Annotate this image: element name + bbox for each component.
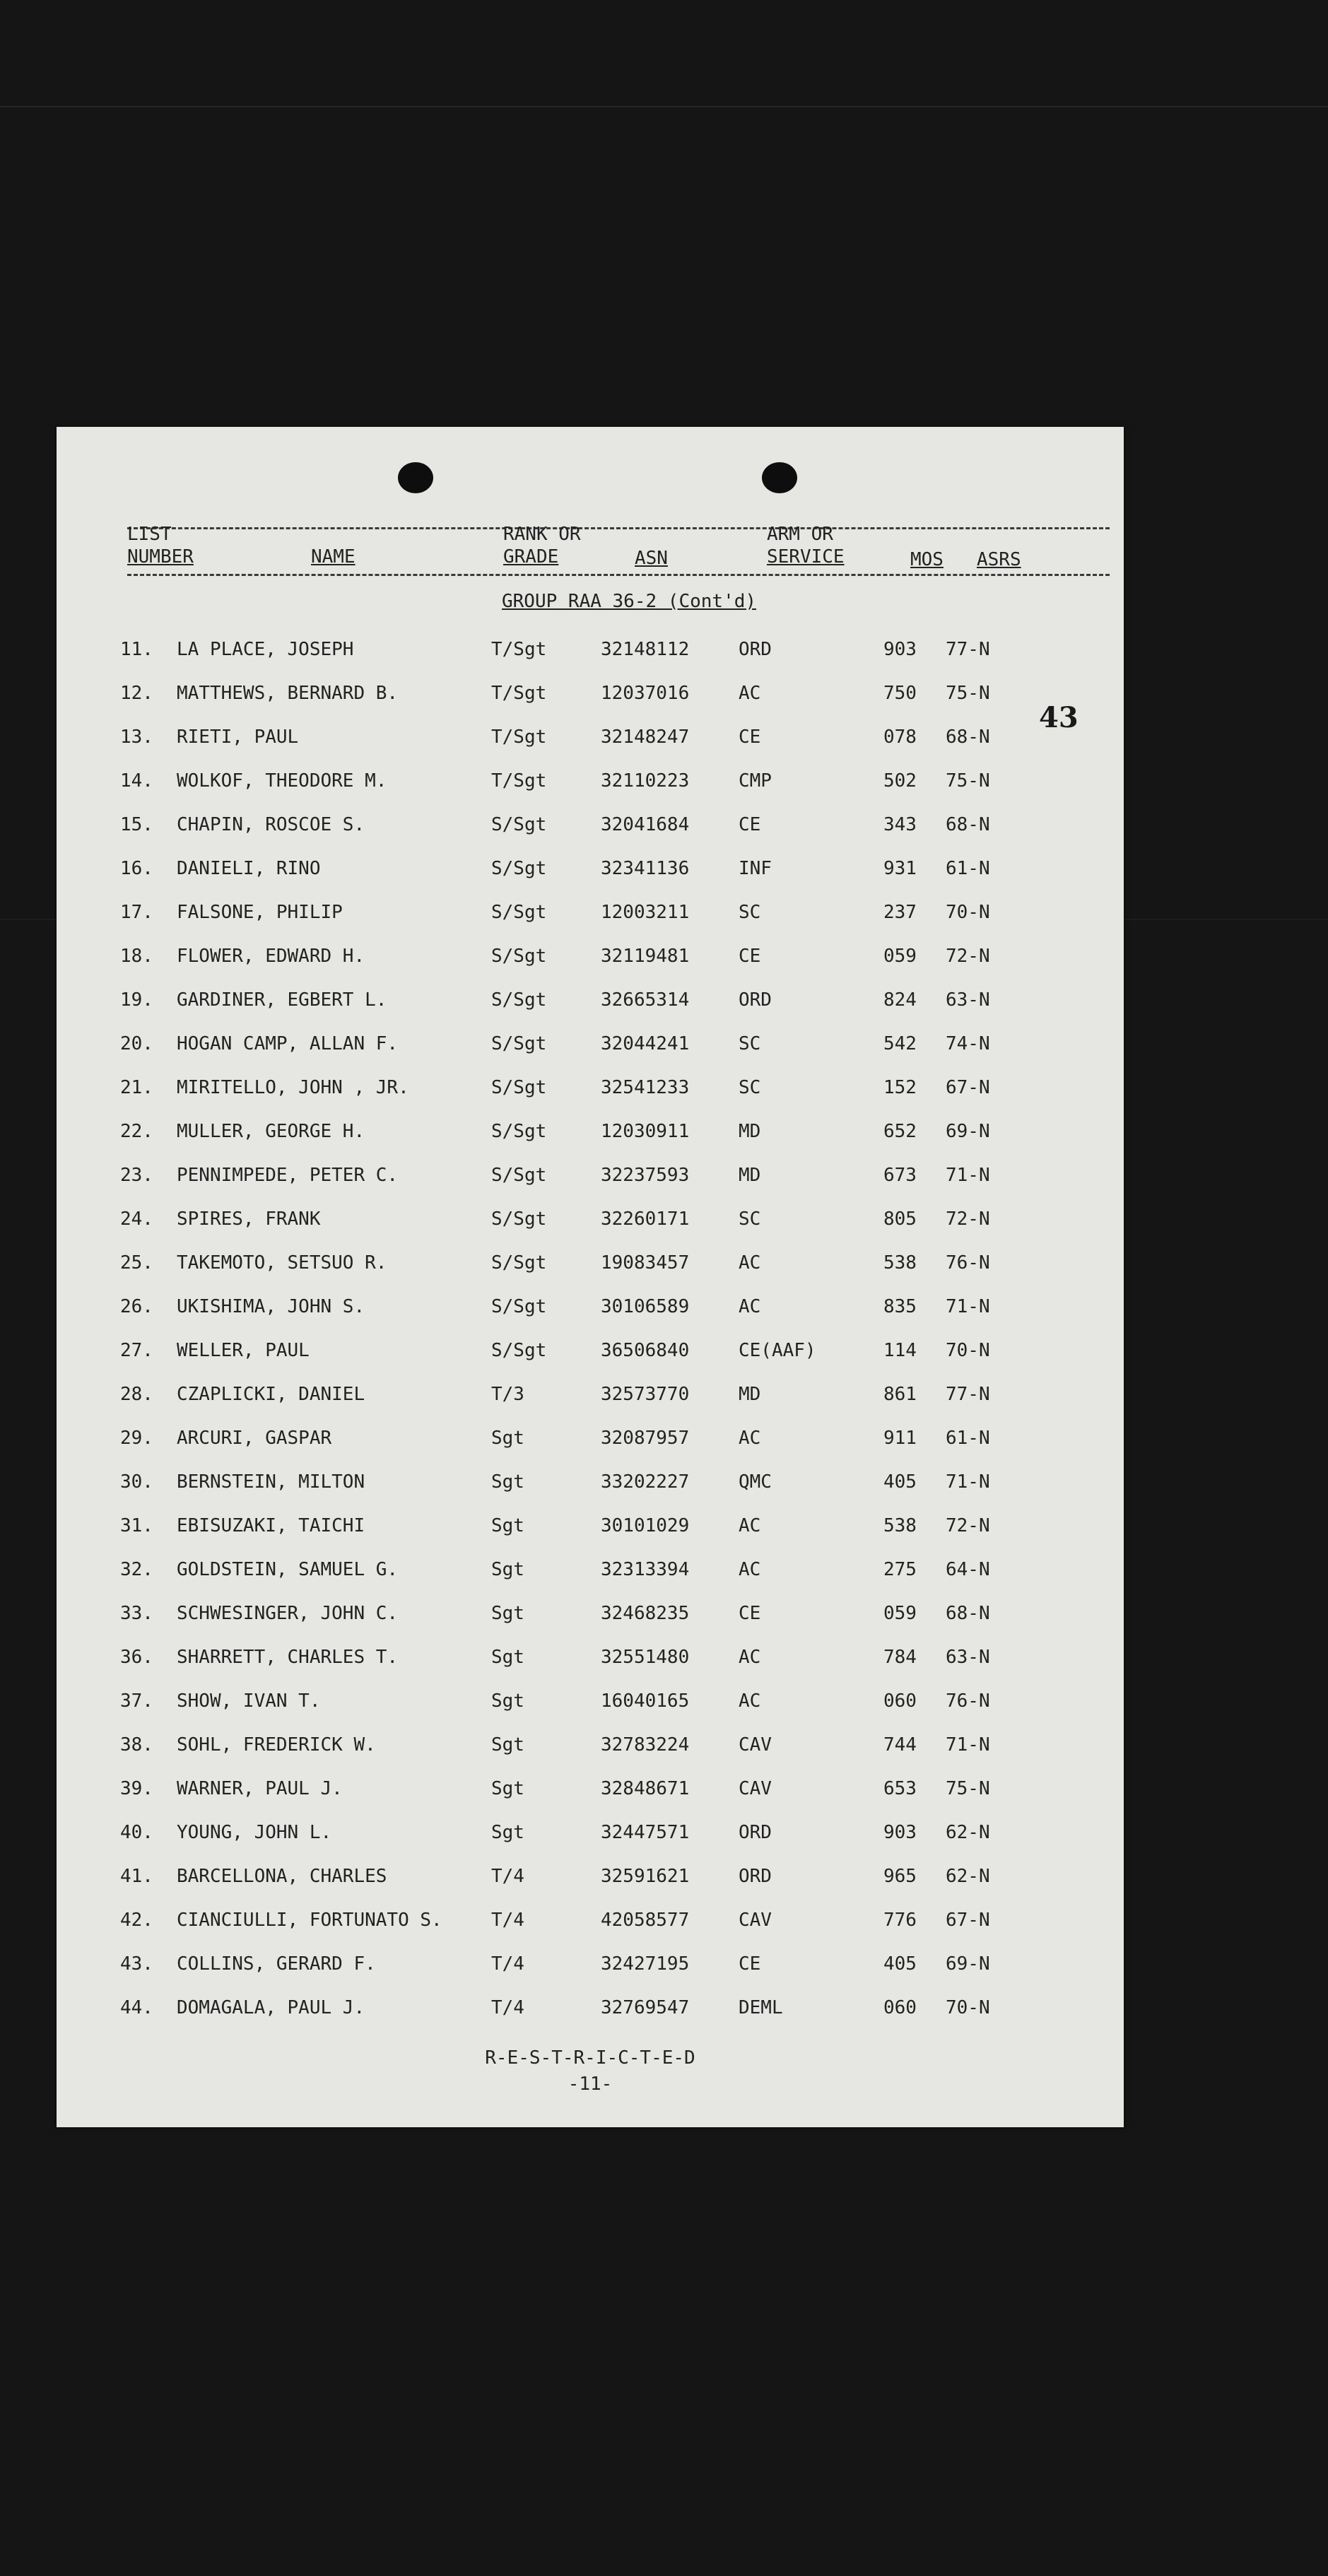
table-row [57, 898, 1124, 927]
header-service-label: SERVICE [767, 546, 845, 567]
row-name: DOMAGALA, PAUL J. [177, 1997, 365, 2018]
row-list-number: 36. [120, 1647, 153, 1668]
row-grade: S/Sgt [491, 1208, 547, 1230]
row-asrs: 72-N [946, 946, 990, 967]
table-row [57, 1731, 1124, 1759]
row-grade: S/Sgt [491, 1121, 547, 1142]
row-asrs: 61-N [946, 858, 990, 879]
table-row [57, 1512, 1124, 1540]
row-asn: 32087957 [601, 1428, 690, 1449]
row-asrs: 77-N [946, 1384, 990, 1405]
row-asrs: 69-N [946, 1121, 990, 1142]
row-list-number: 41. [120, 1866, 153, 1887]
row-asrs: 63-N [946, 989, 990, 1011]
table-row [57, 854, 1124, 883]
row-asrs: 69-N [946, 1953, 990, 1975]
row-name: SCHWESINGER, JOHN C. [177, 1603, 399, 1624]
row-asn: 32848671 [601, 1778, 690, 1799]
row-name: COLLINS, GERARD F. [177, 1953, 376, 1975]
row-arm-service: CE [739, 1603, 761, 1624]
table-row [57, 1950, 1124, 1978]
row-asrs: 70-N [946, 902, 990, 923]
row-asrs: 67-N [946, 1910, 990, 1931]
row-name: EBISUZAKI, TAICHI [177, 1515, 365, 1536]
row-asn: 32551480 [601, 1647, 690, 1668]
row-arm-service: MD [739, 1165, 761, 1186]
row-asrs: 70-N [946, 1340, 990, 1361]
row-asrs: 68-N [946, 1603, 990, 1624]
row-asn: 32148112 [601, 639, 690, 660]
row-arm-service: AC [739, 1690, 761, 1712]
row-list-number: 13. [120, 727, 153, 748]
row-asrs: 71-N [946, 1165, 990, 1186]
table-row [57, 1030, 1124, 1058]
row-name: GOLDSTEIN, SAMUEL G. [177, 1559, 399, 1580]
row-asn: 33202227 [601, 1471, 690, 1493]
table-row [57, 767, 1124, 795]
row-list-number: 31. [120, 1515, 153, 1536]
table-row [57, 1336, 1124, 1365]
row-name: BARCELLONA, CHARLES [177, 1866, 387, 1887]
table-row [57, 1775, 1124, 1803]
header-rank-label: RANK OR [503, 524, 581, 545]
row-asrs: 77-N [946, 639, 990, 660]
table-row [57, 1555, 1124, 1584]
row-arm-service: MD [739, 1384, 761, 1405]
row-list-number: 32. [120, 1559, 153, 1580]
row-arm-service: ORD [739, 639, 772, 660]
row-list-number: 25. [120, 1252, 153, 1274]
row-name: RIETI, PAUL [177, 727, 299, 748]
row-list-number: 43. [120, 1953, 153, 1975]
row-asrs: 68-N [946, 727, 990, 748]
row-arm-service: SC [739, 902, 761, 923]
table-row [57, 1818, 1124, 1847]
row-asrs: 75-N [946, 683, 990, 704]
row-asrs: 68-N [946, 814, 990, 835]
row-arm-service: CE [739, 727, 761, 748]
row-asrs: 72-N [946, 1515, 990, 1536]
row-list-number: 18. [120, 946, 153, 967]
row-grade: T/Sgt [491, 639, 547, 660]
row-mos: 903 [883, 639, 917, 660]
row-arm-service: AC [739, 1428, 761, 1449]
row-list-number: 40. [120, 1822, 153, 1843]
row-grade: T/4 [491, 1997, 524, 2018]
table-row [57, 1468, 1124, 1496]
row-list-number: 29. [120, 1428, 153, 1449]
table-row [57, 635, 1124, 664]
table-row [57, 679, 1124, 707]
row-arm-service: AC [739, 683, 761, 704]
row-grade: T/4 [491, 1910, 524, 1931]
punch-hole-left [398, 462, 433, 493]
table-row [57, 1862, 1124, 1890]
row-asn: 32148247 [601, 727, 690, 748]
row-grade: S/Sgt [491, 1033, 547, 1054]
row-list-number: 20. [120, 1033, 153, 1054]
row-name: BERNSTEIN, MILTON [177, 1471, 365, 1493]
row-name: CZAPLICKI, DANIEL [177, 1384, 365, 1405]
header-mos-label: MOS [910, 549, 944, 570]
row-arm-service: ORD [739, 989, 772, 1011]
row-mos: 744 [883, 1734, 917, 1755]
row-asrs: 62-N [946, 1866, 990, 1887]
row-asn: 32665314 [601, 989, 690, 1011]
row-asrs: 72-N [946, 1208, 990, 1230]
row-asn: 32427195 [601, 1953, 690, 1975]
row-name: FLOWER, EDWARD H. [177, 946, 365, 967]
row-name: CIANCIULLI, FORTUNATO S. [177, 1910, 442, 1931]
table-row [57, 1205, 1124, 1233]
row-list-number: 42. [120, 1910, 153, 1931]
row-mos: 275 [883, 1559, 917, 1580]
row-arm-service: DEML [739, 1997, 783, 2018]
row-grade: Sgt [491, 1647, 524, 1668]
row-name: GARDINER, EGBERT L. [177, 989, 387, 1011]
row-arm-service: CE [739, 814, 761, 835]
row-grade: T/Sgt [491, 770, 547, 792]
row-arm-service: CE [739, 1953, 761, 1975]
row-grade: S/Sgt [491, 1077, 547, 1098]
row-asrs: 64-N [946, 1559, 990, 1580]
row-arm-service: AC [739, 1296, 761, 1317]
row-list-number: 28. [120, 1384, 153, 1405]
table-row [57, 1687, 1124, 1715]
row-asn: 32260171 [601, 1208, 690, 1230]
row-mos: 078 [883, 727, 917, 748]
row-grade: S/Sgt [491, 1165, 547, 1186]
row-asn: 12003211 [601, 902, 690, 923]
row-mos: 776 [883, 1910, 917, 1931]
row-arm-service: CAV [739, 1734, 772, 1755]
row-asn: 32237593 [601, 1165, 690, 1186]
row-list-number: 11. [120, 639, 153, 660]
row-arm-service: AC [739, 1252, 761, 1274]
table-row [57, 811, 1124, 839]
row-mos: 652 [883, 1121, 917, 1142]
row-mos: 059 [883, 946, 917, 967]
row-arm-service: CAV [739, 1778, 772, 1799]
row-asn: 30106589 [601, 1296, 690, 1317]
header-name-label: NAME [311, 546, 355, 567]
row-asn: 32573770 [601, 1384, 690, 1405]
row-name: TAKEMOTO, SETSUO R. [177, 1252, 387, 1274]
row-asrs: 67-N [946, 1077, 990, 1098]
row-mos: 152 [883, 1077, 917, 1098]
row-list-number: 14. [120, 770, 153, 792]
row-grade: Sgt [491, 1734, 524, 1755]
row-asrs: 74-N [946, 1033, 990, 1054]
row-name: ARCURI, GASPAR [177, 1428, 332, 1449]
row-list-number: 27. [120, 1340, 153, 1361]
row-asn: 12037016 [601, 683, 690, 704]
row-mos: 861 [883, 1384, 917, 1405]
row-mos: 653 [883, 1778, 917, 1799]
row-list-number: 24. [120, 1208, 153, 1230]
row-name: SHOW, IVAN T. [177, 1690, 321, 1712]
row-asrs: 75-N [946, 1778, 990, 1799]
row-grade: Sgt [491, 1690, 524, 1712]
row-arm-service: AC [739, 1515, 761, 1536]
row-asn: 32341136 [601, 858, 690, 879]
row-name: MIRITELLO, JOHN , JR. [177, 1077, 409, 1098]
row-name: CHAPIN, ROSCOE S. [177, 814, 365, 835]
header-top-rule [127, 527, 1110, 529]
row-mos: 059 [883, 1603, 917, 1624]
table-row [57, 1380, 1124, 1408]
row-grade: Sgt [491, 1515, 524, 1536]
row-arm-service: MD [739, 1121, 761, 1142]
row-list-number: 12. [120, 683, 153, 704]
row-asn: 32119481 [601, 946, 690, 967]
row-mos: 405 [883, 1953, 917, 1975]
row-grade: S/Sgt [491, 902, 547, 923]
table-row [57, 1161, 1124, 1189]
row-asn: 32313394 [601, 1559, 690, 1580]
row-name: SOHL, FREDERICK W. [177, 1734, 376, 1755]
table-row [57, 1424, 1124, 1452]
row-asn: 42058577 [601, 1910, 690, 1931]
row-asn: 32591621 [601, 1866, 690, 1887]
row-asn: 32468235 [601, 1603, 690, 1624]
row-name: LA PLACE, JOSEPH [177, 639, 354, 660]
header-number-label: NUMBER [127, 546, 194, 567]
table-row [57, 1249, 1124, 1277]
row-grade: S/Sgt [491, 1340, 547, 1361]
table-row [57, 1117, 1124, 1146]
table-row [57, 942, 1124, 970]
row-grade: S/Sgt [491, 814, 547, 835]
row-mos: 805 [883, 1208, 917, 1230]
row-asn: 36506840 [601, 1340, 690, 1361]
row-grade: Sgt [491, 1471, 524, 1493]
header-grade-label: GRADE [503, 546, 559, 567]
row-asrs: 63-N [946, 1647, 990, 1668]
row-grade: S/Sgt [491, 946, 547, 967]
row-list-number: 44. [120, 1997, 153, 2018]
row-arm-service: ORD [739, 1866, 772, 1887]
row-list-number: 38. [120, 1734, 153, 1755]
header-list-label: LIST [127, 524, 172, 545]
row-grade: S/Sgt [491, 1296, 547, 1317]
row-arm-service: INF [739, 858, 772, 879]
row-asrs: 70-N [946, 1997, 990, 2018]
row-asn: 30101029 [601, 1515, 690, 1536]
row-mos: 237 [883, 902, 917, 923]
header-bottom-rule [127, 574, 1110, 576]
restricted-marking: R-E-S-T-R-I-C-T-E-D [485, 2047, 695, 2069]
row-list-number: 15. [120, 814, 153, 835]
row-asn: 16040165 [601, 1690, 690, 1712]
row-name: MATTHEWS, BERNARD B. [177, 683, 399, 704]
row-asrs: 62-N [946, 1822, 990, 1843]
row-name: SHARRETT, CHARLES T. [177, 1647, 399, 1668]
table-row [57, 1074, 1124, 1102]
row-mos: 502 [883, 770, 917, 792]
row-asrs: 71-N [946, 1734, 990, 1755]
row-grade: T/Sgt [491, 683, 547, 704]
row-name: SPIRES, FRANK [177, 1208, 321, 1230]
row-grade: T/4 [491, 1953, 524, 1975]
row-mos: 835 [883, 1296, 917, 1317]
row-arm-service: CMP [739, 770, 772, 792]
row-name: UKISHIMA, JOHN S. [177, 1296, 365, 1317]
table-row [57, 1906, 1124, 1934]
table-row [57, 986, 1124, 1014]
row-mos: 903 [883, 1822, 917, 1843]
row-arm-service: CE [739, 946, 761, 967]
row-arm-service: SC [739, 1077, 761, 1098]
row-mos: 343 [883, 814, 917, 835]
row-mos: 911 [883, 1428, 917, 1449]
row-asrs: 61-N [946, 1428, 990, 1449]
row-asn: 32541233 [601, 1077, 690, 1098]
row-asn: 32041684 [601, 814, 690, 835]
row-arm-service: SC [739, 1033, 761, 1054]
row-grade: S/Sgt [491, 858, 547, 879]
row-asrs: 71-N [946, 1296, 990, 1317]
row-name: HOGAN CAMP, ALLAN F. [177, 1033, 399, 1054]
row-grade: T/3 [491, 1384, 524, 1405]
table-row [57, 1293, 1124, 1321]
row-asn: 32110223 [601, 770, 690, 792]
row-asn: 32769547 [601, 1997, 690, 2018]
row-asn: 12030911 [601, 1121, 690, 1142]
page-number: -11- [568, 2074, 613, 2095]
row-name: WARNER, PAUL J. [177, 1778, 343, 1799]
header-arm-label: ARM OR [767, 524, 833, 545]
row-list-number: 23. [120, 1165, 153, 1186]
row-list-number: 22. [120, 1121, 153, 1142]
row-arm-service: AC [739, 1559, 761, 1580]
row-asn: 19083457 [601, 1252, 690, 1274]
row-list-number: 21. [120, 1077, 153, 1098]
row-grade: S/Sgt [491, 1252, 547, 1274]
row-grade: T/Sgt [491, 727, 547, 748]
row-mos: 114 [883, 1340, 917, 1361]
row-grade: T/4 [491, 1866, 524, 1887]
row-mos: 538 [883, 1515, 917, 1536]
row-list-number: 33. [120, 1603, 153, 1624]
row-name: PENNIMPEDE, PETER C. [177, 1165, 399, 1186]
row-arm-service: QMC [739, 1471, 772, 1493]
row-asn: 32044241 [601, 1033, 690, 1054]
row-arm-service: SC [739, 1208, 761, 1230]
row-arm-service: ORD [739, 1822, 772, 1843]
header-asrs-label: ASRS [977, 549, 1021, 570]
group-title: GROUP RAA 36-2 (Cont'd) [502, 591, 757, 612]
row-asrs: 76-N [946, 1252, 990, 1274]
table-row [57, 1994, 1124, 2022]
row-list-number: 30. [120, 1471, 153, 1493]
row-list-number: 37. [120, 1690, 153, 1712]
row-grade: Sgt [491, 1603, 524, 1624]
row-list-number: 17. [120, 902, 153, 923]
row-name: MULLER, GEORGE H. [177, 1121, 365, 1142]
row-grade: Sgt [491, 1778, 524, 1799]
row-grade: S/Sgt [491, 989, 547, 1011]
row-mos: 673 [883, 1165, 917, 1186]
row-asrs: 75-N [946, 770, 990, 792]
row-mos: 784 [883, 1647, 917, 1668]
row-list-number: 26. [120, 1296, 153, 1317]
row-name: WOLKOF, THEODORE M. [177, 770, 387, 792]
row-asrs: 76-N [946, 1690, 990, 1712]
row-arm-service: CE(AAF) [739, 1340, 816, 1361]
row-asn: 32783224 [601, 1734, 690, 1755]
document-page [57, 427, 1124, 2127]
row-name: DANIELI, RINO [177, 858, 321, 879]
row-grade: Sgt [491, 1428, 524, 1449]
row-grade: Sgt [491, 1822, 524, 1843]
row-mos: 824 [883, 989, 917, 1011]
row-asrs: 71-N [946, 1471, 990, 1493]
row-mos: 060 [883, 1997, 917, 2018]
header-asn-label: ASN [635, 548, 668, 569]
table-row [57, 1599, 1124, 1628]
row-arm-service: CAV [739, 1910, 772, 1931]
row-mos: 931 [883, 858, 917, 879]
table-row [57, 723, 1124, 751]
row-mos: 538 [883, 1252, 917, 1274]
page-stamp-number: 43 [1039, 701, 1079, 734]
row-grade: Sgt [491, 1559, 524, 1580]
row-mos: 405 [883, 1471, 917, 1493]
row-arm-service: AC [739, 1647, 761, 1668]
row-mos: 965 [883, 1866, 917, 1887]
table-row [57, 1643, 1124, 1671]
row-mos: 750 [883, 683, 917, 704]
punch-hole-right [762, 462, 797, 493]
row-name: YOUNG, JOHN L. [177, 1822, 332, 1843]
row-list-number: 16. [120, 858, 153, 879]
row-asn: 32447571 [601, 1822, 690, 1843]
row-mos: 542 [883, 1033, 917, 1054]
row-name: WELLER, PAUL [177, 1340, 310, 1361]
row-list-number: 39. [120, 1778, 153, 1799]
row-list-number: 19. [120, 989, 153, 1011]
row-mos: 060 [883, 1690, 917, 1712]
row-name: FALSONE, PHILIP [177, 902, 343, 923]
